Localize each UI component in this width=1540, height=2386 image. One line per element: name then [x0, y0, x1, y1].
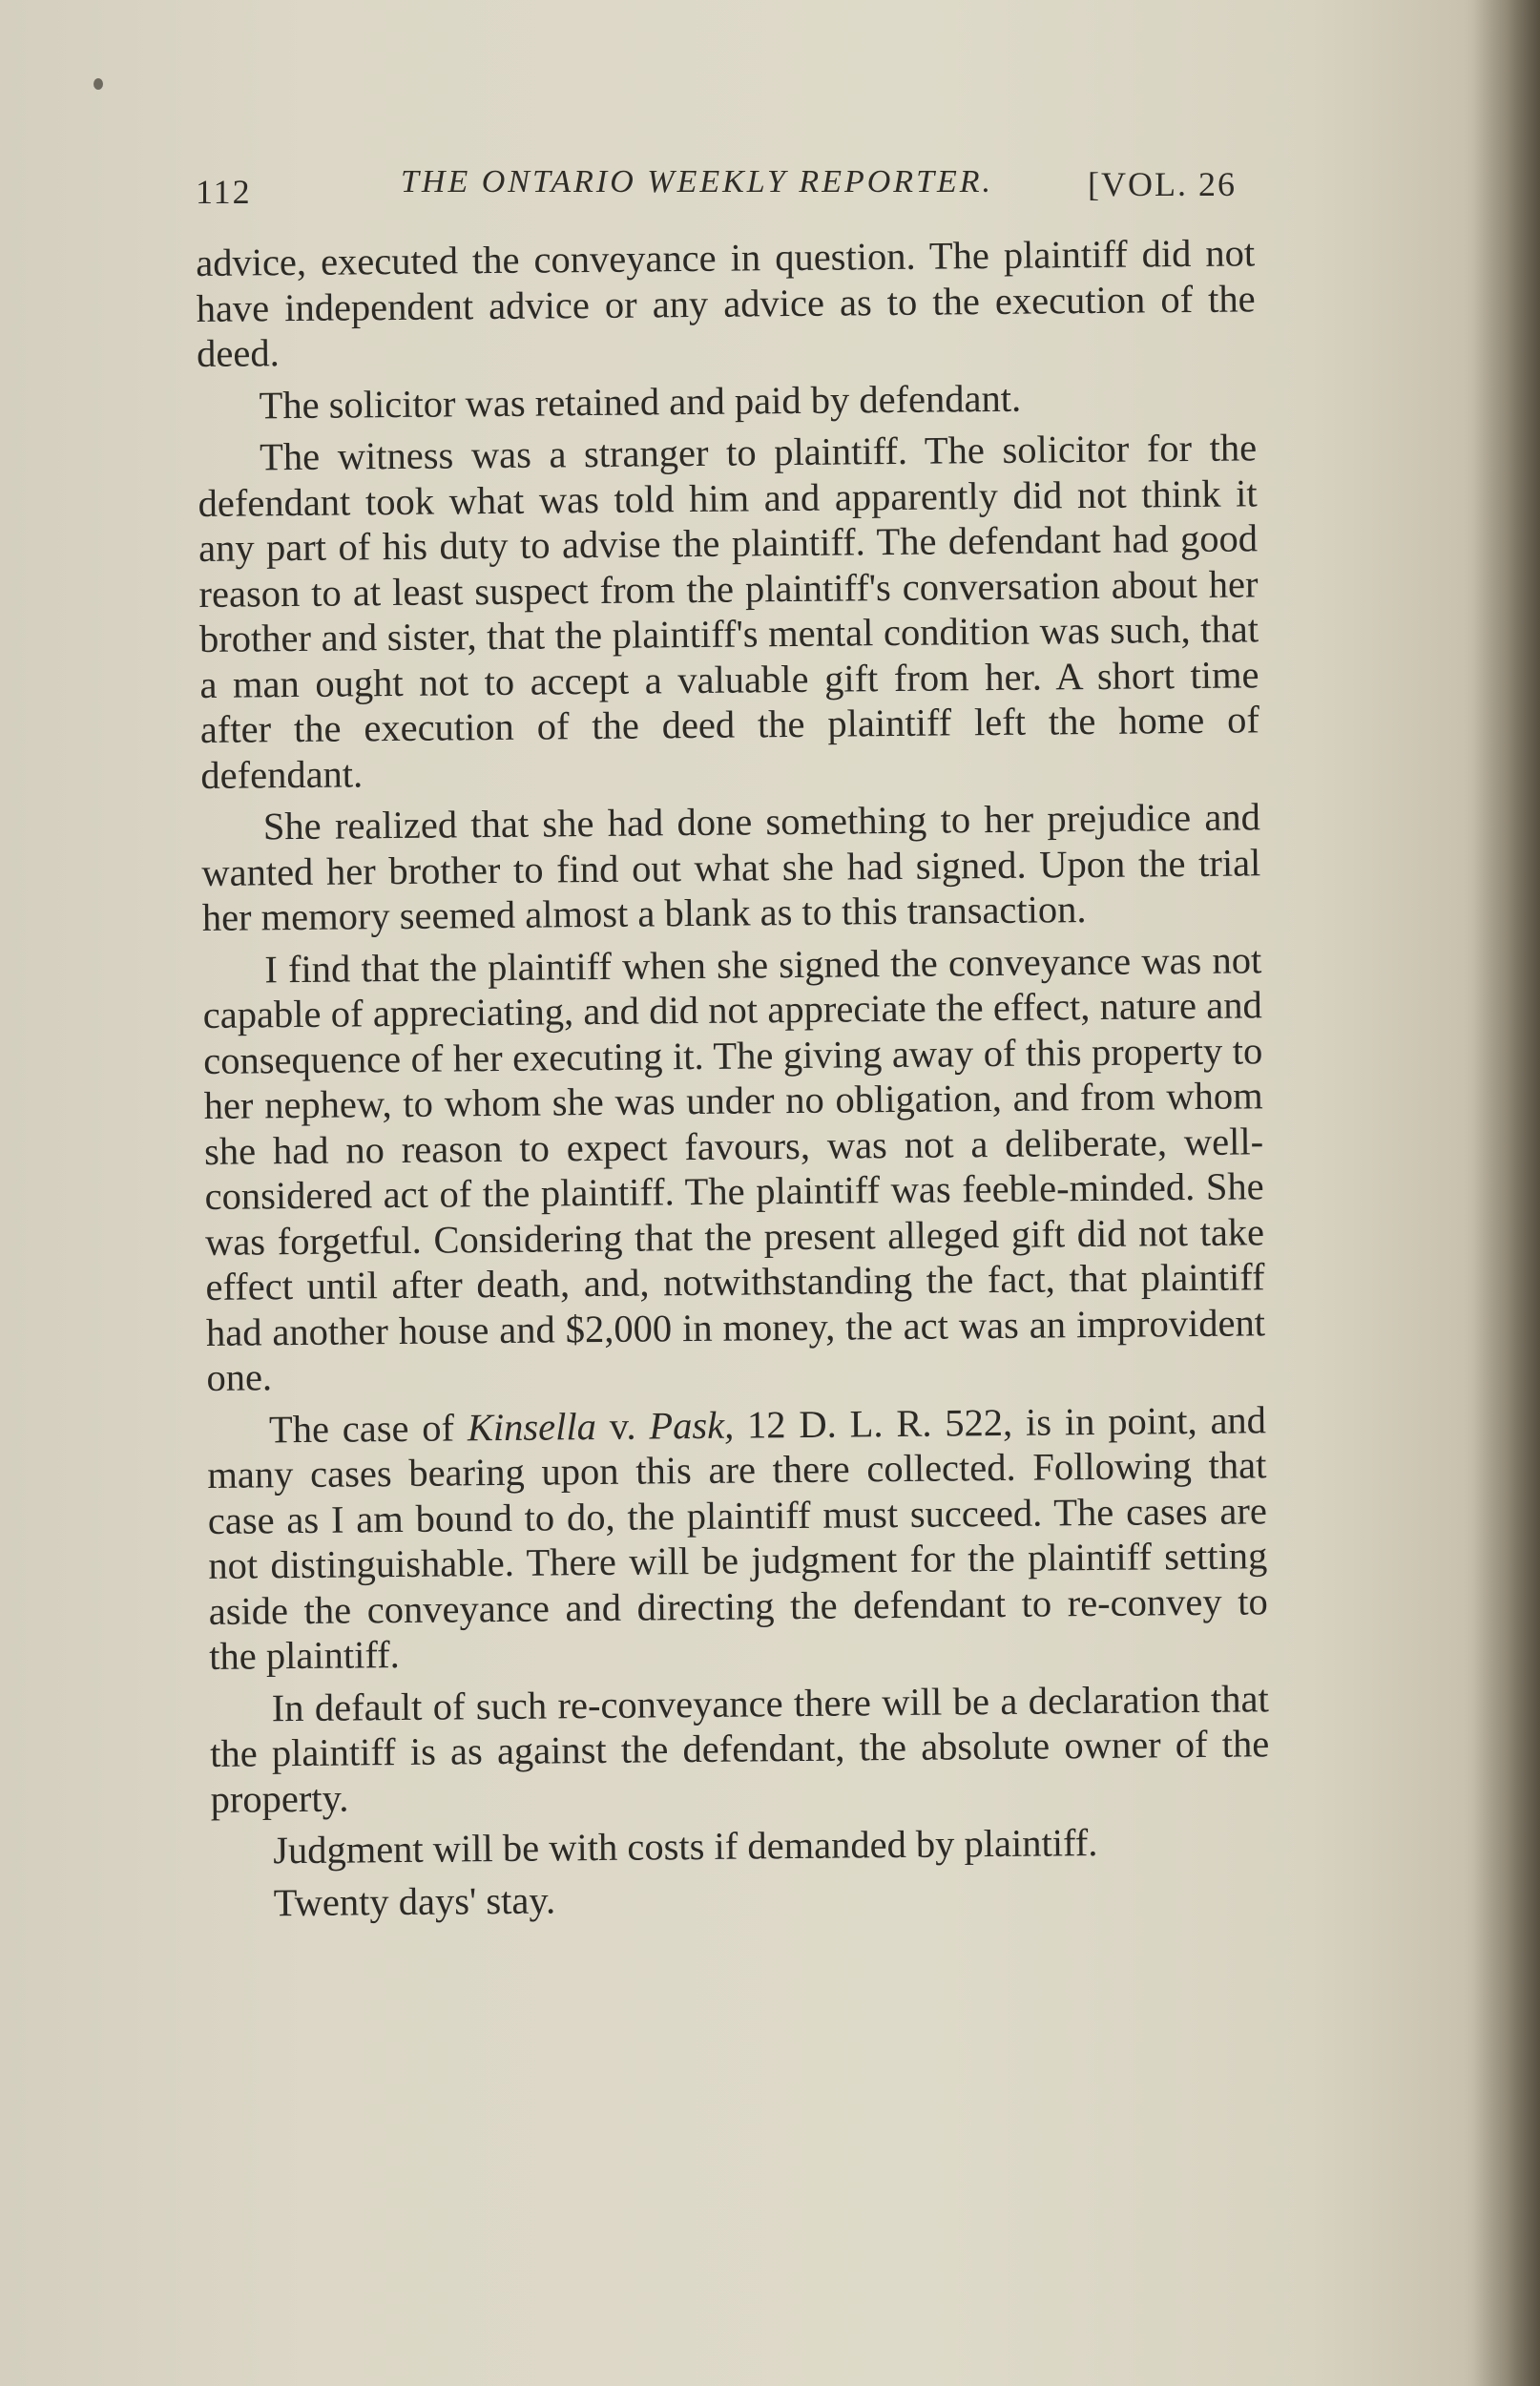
body-text [196, 230, 1271, 1933]
paragraph-1: advice, executed the conveyance in question. The plaintiff did not have independent advice or any advice as to the execution of the deed. [196, 231, 1256, 375]
paragraph-8: Judgment will be with costs if demanded by plaintiff. [272, 1821, 1098, 1873]
running-head [196, 164, 1245, 212]
paragraph-4: She realized that she had done something to her prejudice and wanted her brother to find out what she had signed. Upon the trial her memory seemed almost a blank as to this transaction. [201, 795, 1261, 939]
paragraph-6-lead: The case of [268, 1405, 468, 1451]
journal-title: THE ONTARIO WEEKLY REPORTER. [401, 164, 994, 199]
paragraph-9: Twenty days' stay. [273, 1877, 556, 1924]
volume-label: [VOL. 26 [1088, 165, 1237, 203]
paragraph-2: The solicitor was retained and paid by defendant. [259, 376, 1022, 427]
page-binding-shadow [1473, 0, 1540, 2386]
case-name-kinsella: Kinsella [467, 1404, 597, 1449]
ink-speck [94, 78, 103, 90]
paragraph-3: The witness was a stranger to plaintiff. The solicitor for the defendant took what was told him and apparently did not think it any part of his duty to advise the plaintiff. The defendant had good reason to at least suspect from the plaintiff's conversation about her brother and sister, that the plaintiff's mental condition was such, that a man ought not to accept a valuable gift from her. A short time after the execution of the deed the plaintiff left the home of defendant. [198, 426, 1260, 797]
case-versus: v. [595, 1403, 650, 1448]
paragraph-6 [207, 1397, 1269, 1680]
paragraph-5: I find that the plaintiff when she signed the conveyance was not capable of appreciating, and did not appreciate the effect, nature and consequence of her executing it. The giving away of this property to her nephew, to whom she was under no obligation, and from whom she had no reason to expect favours, was not a deliberate, well-considered act of the plaintiff. The plaintiff was feeble-minded. She was forgetful. Considering that the present alleged gift did not take effect until after death, and, notwithstanding the fact, that plaintiff had another house and $2,000 in money, the act was an improvident one. [202, 937, 1266, 1399]
page-number: 112 [196, 173, 252, 211]
paragraph-6-rest: 12 D. L. R. 522, is in point, and many cases bearing upon this are there collected. Following that case as I am bound to do, the plaintiff must succeed. The cases are not distinguishable. There will be judgment for the plaintiff setting aside the conveyance and directing the defendant to re-convey to the plaintiff. [207, 1397, 1268, 1678]
paragraph-7: In default of such re-conveyance there will be a declaration that the plaintiff is as against the defendant, the absolute owner of the property. [210, 1676, 1270, 1821]
case-name-pask: Pask, [649, 1403, 735, 1447]
